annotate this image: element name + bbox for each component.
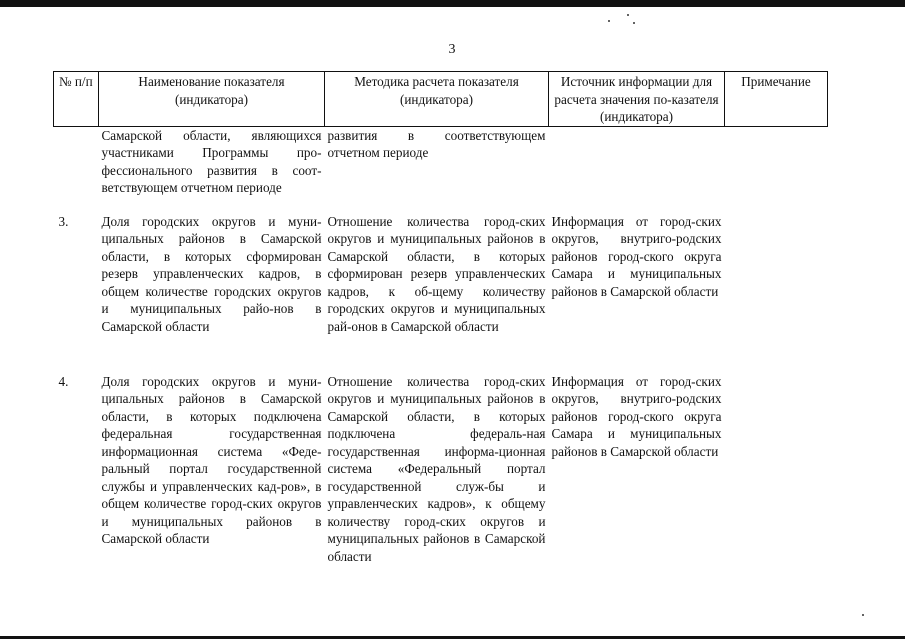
row-number: 4. (58, 373, 69, 389)
indicator-name: Доля городских округов и муни-ципальных районов в Самарской области, в которых сформирован резерв управленческих кадров, в общем количестве городских округов и муниципальных райо-нов в Самарской области (101, 213, 322, 334)
note (725, 213, 828, 373)
scan-speck (608, 20, 610, 22)
page-number: 3 (448, 42, 456, 57)
calculation-method: развития в соответствующем отчетном периоде (327, 127, 546, 160)
note (725, 373, 828, 573)
table-row (54, 126, 828, 213)
table-header-row (54, 72, 828, 127)
indicator-name: Доля городских округов и муни-ципальных районов в Самарской области, в которых подключена федеральная государственная информационная система «Феде-ральный портал государственной службы и управленческих кад-ров», в общем количестве город-ских округов и муниципальных районов в Самарской области (101, 373, 322, 546)
bottom-border-rule (0, 636, 905, 639)
top-border-rule (0, 0, 905, 7)
calculation-method: Отношение количества город-ских округов и муниципальных районов в Самарской области, в которых подключена федераль-ная государственная информа-ционная система «Федеральный портал государственной служ-бы и управленческих кадров», к общему количеству город-ских округов и муниципальных районов в Самарской области (327, 373, 546, 564)
header-number: № п/п (54, 72, 99, 127)
header-indicator-name: Наименование показателя (индикатора) (99, 72, 325, 127)
header-note: Примечание (725, 72, 828, 127)
information-source: Информация от город-ских округов, внутриго-родских районов город-ского округа Самара и муниципальных районов в Самарской области (551, 213, 722, 299)
header-calculation-method: Методика расчета показателя (индикатора) (325, 72, 549, 127)
information-source (549, 126, 725, 213)
information-source: Информация от город-ских округов, внутриго-родских районов город-ского округа Самара и муниципальных районов в Самарской области (551, 373, 722, 459)
indicator-name: Самарской области, являющихся участниками Программы про-фессионального развития в соот-ветствующем отчетном периоде (101, 127, 322, 195)
table-row (54, 373, 828, 573)
scan-speck (627, 14, 629, 16)
header-information-source: Источник информации для расчета значения по-казателя (индикатора) (549, 72, 725, 127)
row-number: 3. (58, 213, 69, 229)
note (725, 126, 828, 213)
indicators-table (53, 71, 828, 573)
row-number (54, 126, 99, 213)
scan-speck (633, 22, 635, 24)
table-row (54, 213, 828, 373)
calculation-method: Отношение количества город-ских округов и муниципальных районов в Самарской области, в которых сформирован резерв управленческих кадров, к об-щему количеству городских округов и муниципальных рай-онов в Самарской области (327, 213, 546, 334)
scan-speck (862, 614, 864, 616)
